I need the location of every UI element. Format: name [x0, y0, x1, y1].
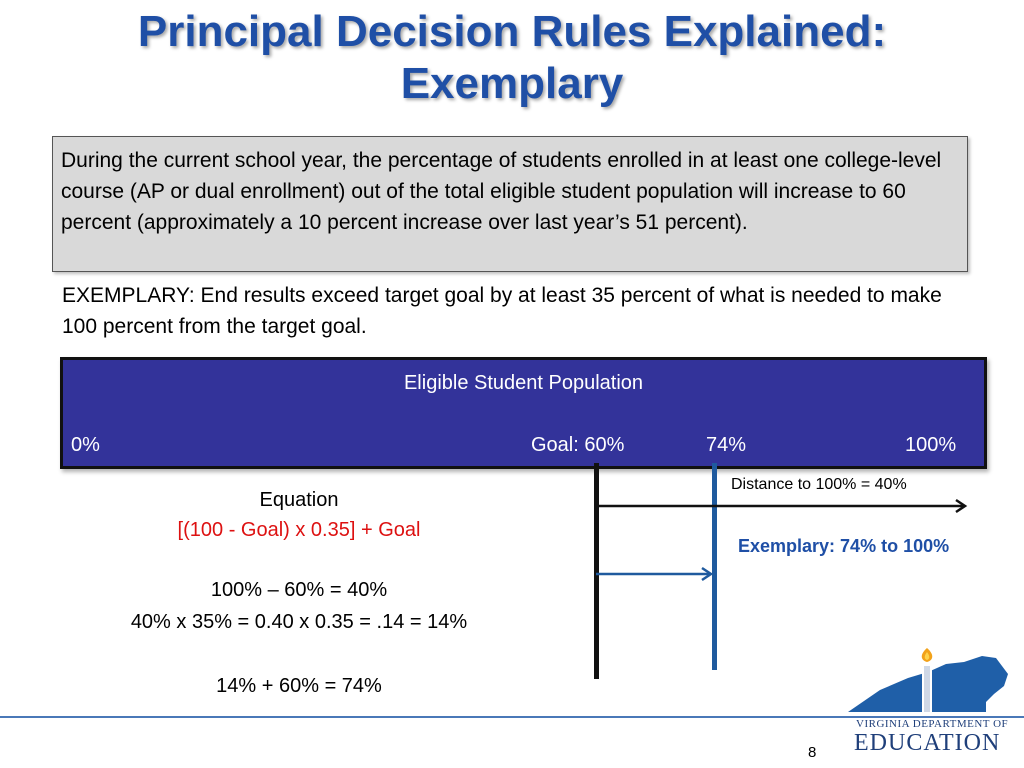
bar-label-0: 0%: [71, 434, 100, 456]
distance-arrow: [596, 496, 976, 516]
exemplary-range-label: Exemplary: 74% to 100%: [738, 536, 950, 556]
exemplary-arrow: [596, 564, 720, 584]
population-bar: [60, 357, 987, 469]
bar-title: Eligible Student Population: [403, 372, 644, 394]
equation-heading: Equation: [259, 489, 339, 511]
bar-label-100: 100%: [905, 434, 957, 456]
slide-title: [0, 6, 1024, 110]
logo-line-2: EDUCATION: [854, 730, 1001, 756]
logo-line-1: VIRGINIA DEPARTMENT OF: [856, 718, 1009, 730]
exemplary-definition: EXEMPLARY: End results exceed target goal by at least 35 percent of what is needed to make 100 percent from the target goal.: [62, 284, 942, 338]
equation-step-3: 14% + 60% = 74%: [216, 675, 382, 697]
title-line-2: Exemplary: [400, 59, 624, 108]
equation-step-1: 100% – 60% = 40%: [210, 579, 388, 601]
page-number: 8: [808, 744, 817, 761]
goal-statement-text: During the current school year, the percentage of students enrolled in at least one college-level course (AP or dual enrollment) out of the total eligible student population will increase to 60 percent (approximately a 10 percent increase over last year’s 51 percent).: [61, 149, 942, 234]
bar-label-goal: Goal: 60%: [531, 434, 625, 456]
equation-formula: [(100 - Goal) x 0.35] + Goal: [177, 519, 421, 541]
distance-label: Distance to 100% = 40%: [731, 476, 907, 493]
virginia-map-icon: [836, 646, 1016, 718]
bar-label-74: 74%: [706, 434, 747, 456]
vdoe-logo: [836, 646, 1016, 760]
equation-step-2: 40% x 35% = 0.40 x 0.35 = .14 = 14%: [130, 611, 468, 633]
goal-statement-box: [52, 136, 968, 272]
title-line-1: Principal Decision Rules Explained:: [137, 7, 887, 56]
